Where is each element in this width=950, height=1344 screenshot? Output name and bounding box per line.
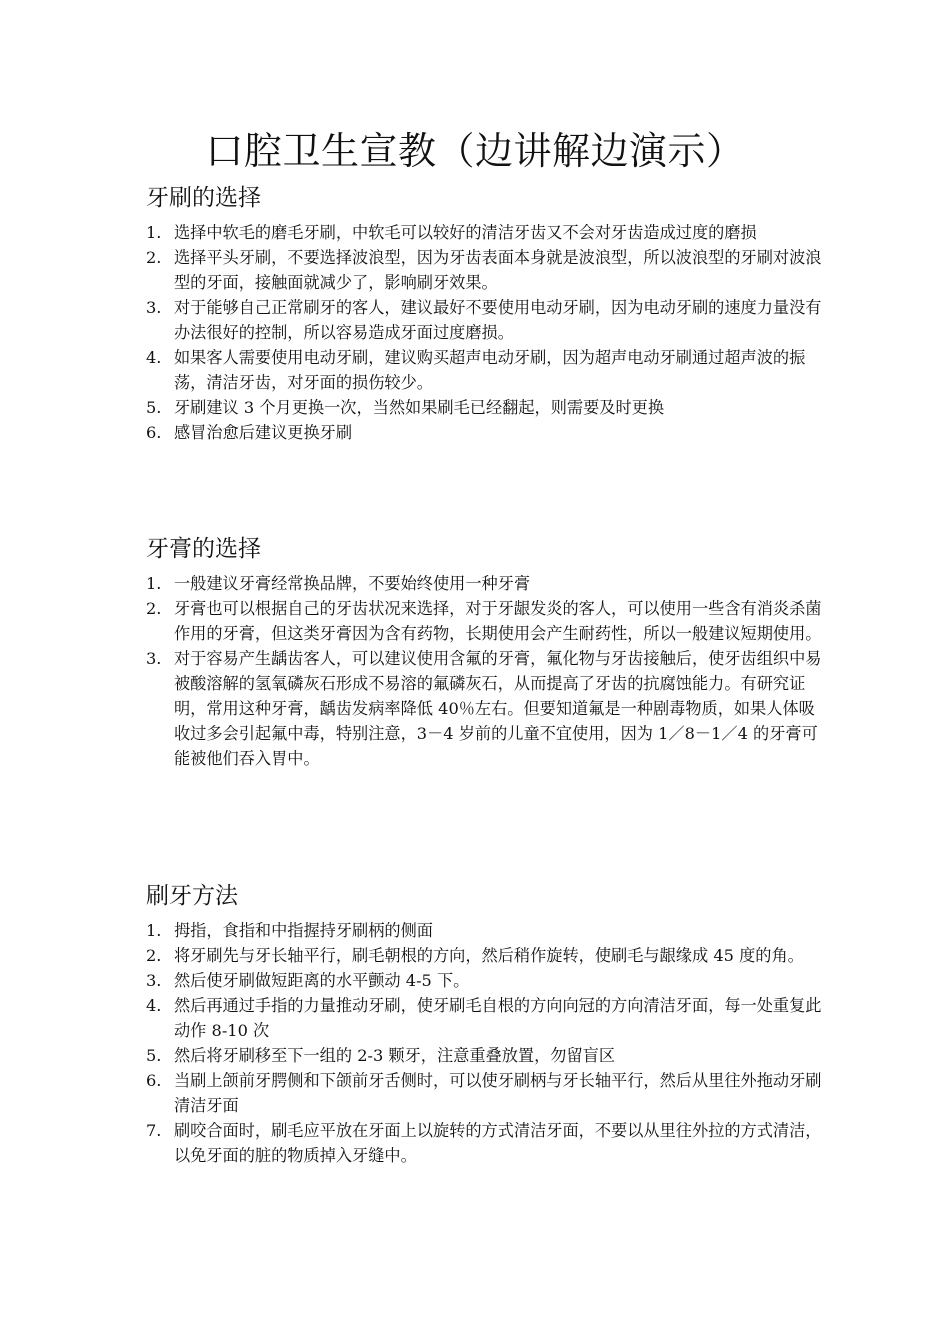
item-number: 2. [146, 248, 162, 267]
item-number: 1. [146, 574, 162, 593]
list-item [146, 345, 826, 395]
list-item [146, 918, 826, 943]
item-text: 然后将牙刷移至下一组的 2-3 颗牙，注意重叠放置，勿留盲区 [174, 1046, 616, 1065]
list-item [146, 596, 826, 646]
item-text: 对于容易产生龋齿客人，可以建议使用含氟的牙膏，氟化物与牙齿接触后，使牙齿组织中易被酸溶解的氢氧磷灰石形成不易溶的氟磷灰石，从而提高了牙齿的抗腐蚀能力。有研究证明，常用这种牙膏，龋齿发病率降低 40％左右。但要知道氟是一种剧毒物质，如果人体吸收过多会引起氟中毒，特别注意，3－4 岁前的儿童不宜使用，因为 1／8－1／4 的牙膏可能被他们吞入胃中。 [174, 649, 822, 768]
section-toothpaste-selection [146, 533, 826, 771]
list-item [146, 295, 826, 345]
item-text: 拇指，食指和中指握持牙刷柄的侧面 [174, 921, 433, 940]
item-number: 6. [146, 423, 162, 442]
item-number: 5. [146, 398, 162, 417]
item-number: 3. [146, 298, 162, 317]
section-heading: 刷牙方法 [146, 883, 238, 909]
list-item [146, 1068, 826, 1118]
item-text: 选择平头牙刷，不要选择波浪型，因为牙齿表面本身就是波浪型，所以波浪型的牙刷对波浪型的牙面，接触面就减少了，影响刷牙效果。 [174, 248, 822, 292]
list-item [146, 646, 826, 771]
section-toothbrush-selection [146, 182, 826, 445]
item-number: 4. [146, 996, 162, 1015]
item-number: 3. [146, 971, 162, 990]
list-item [146, 220, 826, 245]
item-number: 4. [146, 348, 162, 367]
section-brushing-method [146, 880, 826, 1168]
item-number: 6. [146, 1071, 162, 1090]
item-text: 当刷上颌前牙腭侧和下颌前牙舌侧时，可以使牙刷柄与牙长轴平行，然后从里往外拖动牙刷清洁牙面 [174, 1071, 822, 1115]
item-list [146, 220, 826, 445]
item-number: 5. [146, 1046, 162, 1065]
item-number: 7. [146, 1121, 162, 1140]
item-list [146, 918, 826, 1168]
item-text: 牙膏也可以根据自己的牙齿状况来选择，对于牙龈发炎的客人，可以使用一些含有消炎杀菌作用的牙膏，但这类牙膏因为含有药物，长期使用会产生耐药性，所以一般建议短期使用。 [174, 599, 822, 643]
item-number: 1. [146, 223, 162, 242]
item-text: 选择中软毛的磨毛牙刷，中软毛可以较好的清洁牙齿又不会对牙齿造成过度的磨损 [174, 223, 757, 242]
section-heading: 牙刷的选择 [146, 185, 261, 211]
list-item [146, 968, 826, 993]
list-item [146, 1118, 826, 1168]
item-text: 刷咬合面时，刷毛应平放在牙面上以旋转的方式清洁牙面，不要以从里往外拉的方式清洁，以免牙面的脏的物质掉入牙缝中。 [174, 1121, 822, 1165]
item-text: 感冒治愈后建议更换牙刷 [174, 423, 353, 442]
item-text: 牙刷建议 3 个月更换一次，当然如果刷毛已经翻起，则需要及时更换 [174, 398, 665, 417]
list-item [146, 420, 826, 445]
list-item [146, 993, 826, 1043]
item-text: 然后使牙刷做短距离的水平颤动 4-5 下。 [174, 971, 470, 990]
section-heading: 牙膏的选择 [146, 536, 261, 562]
page-title: 口腔卫生宣教（边讲解边演示） [205, 129, 745, 173]
item-number: 3. [146, 649, 162, 668]
item-text: 然后再通过手指的力量推动牙刷，使牙刷毛自根的方向向冠的方向清洁牙面，每一处重复此动作 8-10 次 [174, 996, 822, 1040]
item-text: 将牙刷先与牙长轴平行，刷毛朝根的方向，然后稍作旋转，使刷毛与龈缘成 45 度的角。 [174, 946, 804, 965]
list-item [146, 1043, 826, 1068]
item-list [146, 571, 826, 771]
item-text: 一般建议牙膏经常换品牌，不要始终使用一种牙膏 [174, 574, 531, 593]
list-item [146, 395, 826, 420]
item-number: 2. [146, 599, 162, 618]
item-number: 1. [146, 921, 162, 940]
list-item [146, 245, 826, 295]
list-item [146, 943, 826, 968]
item-text: 对于能够自己正常刷牙的客人，建议最好不要使用电动牙刷，因为电动牙刷的速度力量没有办法很好的控制，所以容易造成牙面过度磨损。 [174, 298, 822, 342]
item-text: 如果客人需要使用电动牙刷，建议购买超声电动牙刷，因为超声电动牙刷通过超声波的振荡，清洁牙齿，对牙面的损伤较少。 [174, 348, 806, 392]
list-item [146, 571, 826, 596]
item-number: 2. [146, 946, 162, 965]
